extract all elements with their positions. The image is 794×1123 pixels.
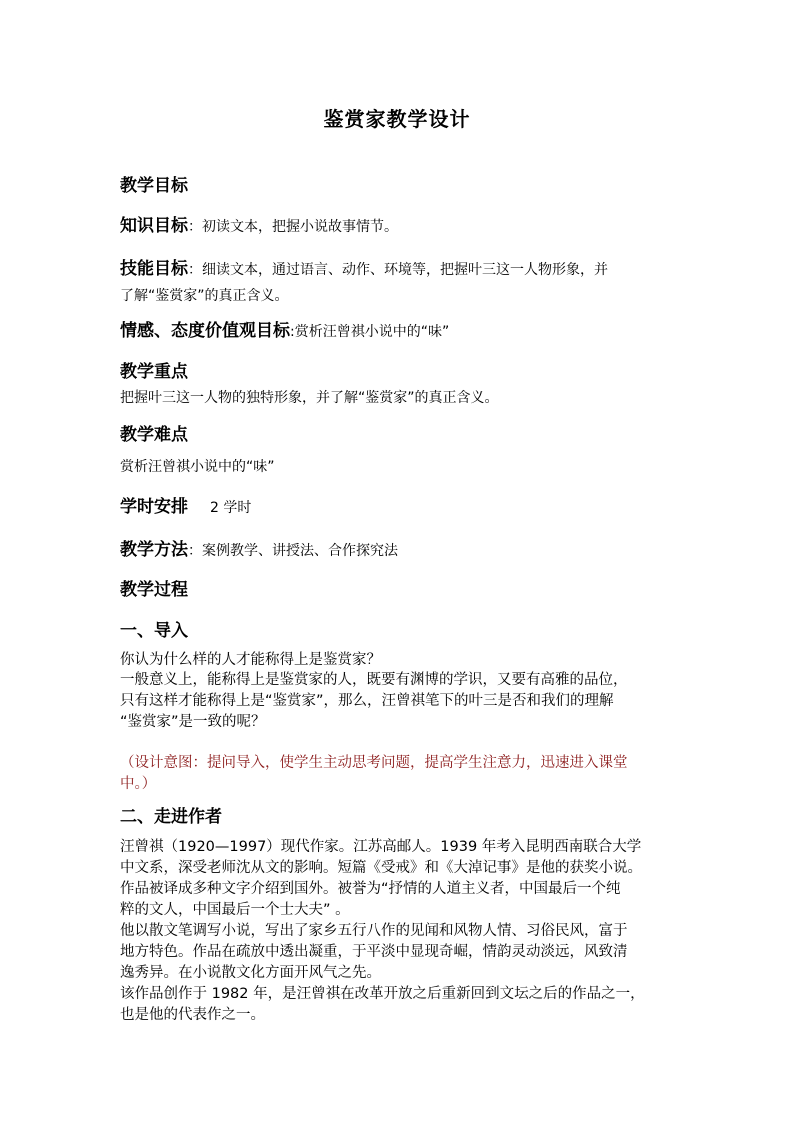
knowledge-label: 知识目标 [120, 216, 188, 236]
section1-line: 一般意义上，能称得上是鉴赏家的人，既要有渊博的学识，又要有高雅的品位， [120, 672, 628, 688]
difficulty-heading: 教学难点 [120, 425, 188, 445]
section2-line: 作品被译成多种文字介绍到国外。被誉为“抒情的人道主义者，中国最后一个纯 [120, 881, 621, 897]
emotion-label: 情感、态度价值观目标 [120, 321, 290, 341]
section2-heading: 二、走进作者 [120, 807, 222, 827]
section2-line: 他以散文笔调写小说，写出了家乡五行八作的见闻和风物人情、习俗民风，富于 [120, 923, 628, 939]
section2-line: 中文系，深受老师沈从文的影响。短篇《受戒》和《大淖记事》是他的获奖小说。 [120, 860, 642, 876]
skill-text-1: 细读文本，通过语言、动作、环境等，把握叶三这一人物形象，并 [202, 262, 608, 278]
section1-heading: 一、导入 [120, 621, 188, 641]
section1-line: “鉴赏家”是一致的呢？ [120, 714, 266, 730]
key-points-text: 把握叶三这一人物的独特形象，并了解“鉴赏家”的真正含义。 [120, 390, 499, 406]
design-intent-line: （设计意图：提问导入，使学生主动思考问题，提高学生注意力，迅速进入课堂 [120, 755, 628, 771]
section2-line: 逸秀异。在小说散文化方面开风气之先。 [120, 965, 381, 981]
section2-line: 该作品创作于 1982 年，是汪曾祺在改革开放之后重新回到文坛之后的作品之一， [120, 986, 645, 1002]
knowledge-objective [120, 211, 398, 236]
schedule-row [120, 492, 251, 517]
skill-label: 技能目标 [120, 259, 188, 279]
skill-text-2: 了解“鉴赏家”的真正含义。 [120, 288, 289, 304]
objectives-heading: 教学目标 [120, 176, 188, 196]
schedule-text: 2 学时 [210, 500, 252, 516]
skill-objective [120, 254, 608, 279]
design-intent-line: 中。） [120, 776, 157, 792]
emotion-text: 赏析汪曾祺小说中的“味” [294, 324, 450, 340]
document-title: 鉴赏家教学设计 [323, 107, 471, 131]
skill-sep: ： [188, 262, 202, 278]
section2-line: 地方特色。作品在疏放中透出凝重，于平淡中显现奇崛，情韵灵动淡远，风致清 [120, 944, 628, 960]
knowledge-text: 初读文本，把握小说故事情节。 [202, 219, 398, 235]
method-sep: ： [188, 543, 202, 559]
section1-line: 只有这样才能称得上是“鉴赏家”，那么，汪曾祺笔下的叶三是否和我们的理解 [120, 693, 614, 709]
section2-line: 粹的文人，中国最后一个士大夫” 。 [120, 902, 350, 918]
method-text: 案例教学、讲授法、合作探究法 [202, 543, 398, 559]
emotion-sep: : [290, 324, 295, 340]
method-label: 教学方法 [120, 540, 188, 560]
section2-line: 也是他的代表作之一。 [120, 1007, 265, 1023]
schedule-label: 学时安排 [120, 497, 188, 517]
method-row [120, 535, 398, 560]
key-points-heading: 教学重点 [120, 362, 188, 382]
section1-line: 你认为什么样的人才能称得上是鉴赏家？ [120, 652, 381, 668]
section2-line: 汪曾祺（1920—1997）现代作家。江苏高邮人。1939 年考入昆明西南联合大学 [120, 839, 642, 855]
process-heading: 教学过程 [120, 580, 188, 600]
difficulty-text: 赏析汪曾祺小说中的“味” [120, 459, 275, 475]
emotion-objective [120, 316, 449, 341]
knowledge-sep: ： [188, 219, 202, 235]
